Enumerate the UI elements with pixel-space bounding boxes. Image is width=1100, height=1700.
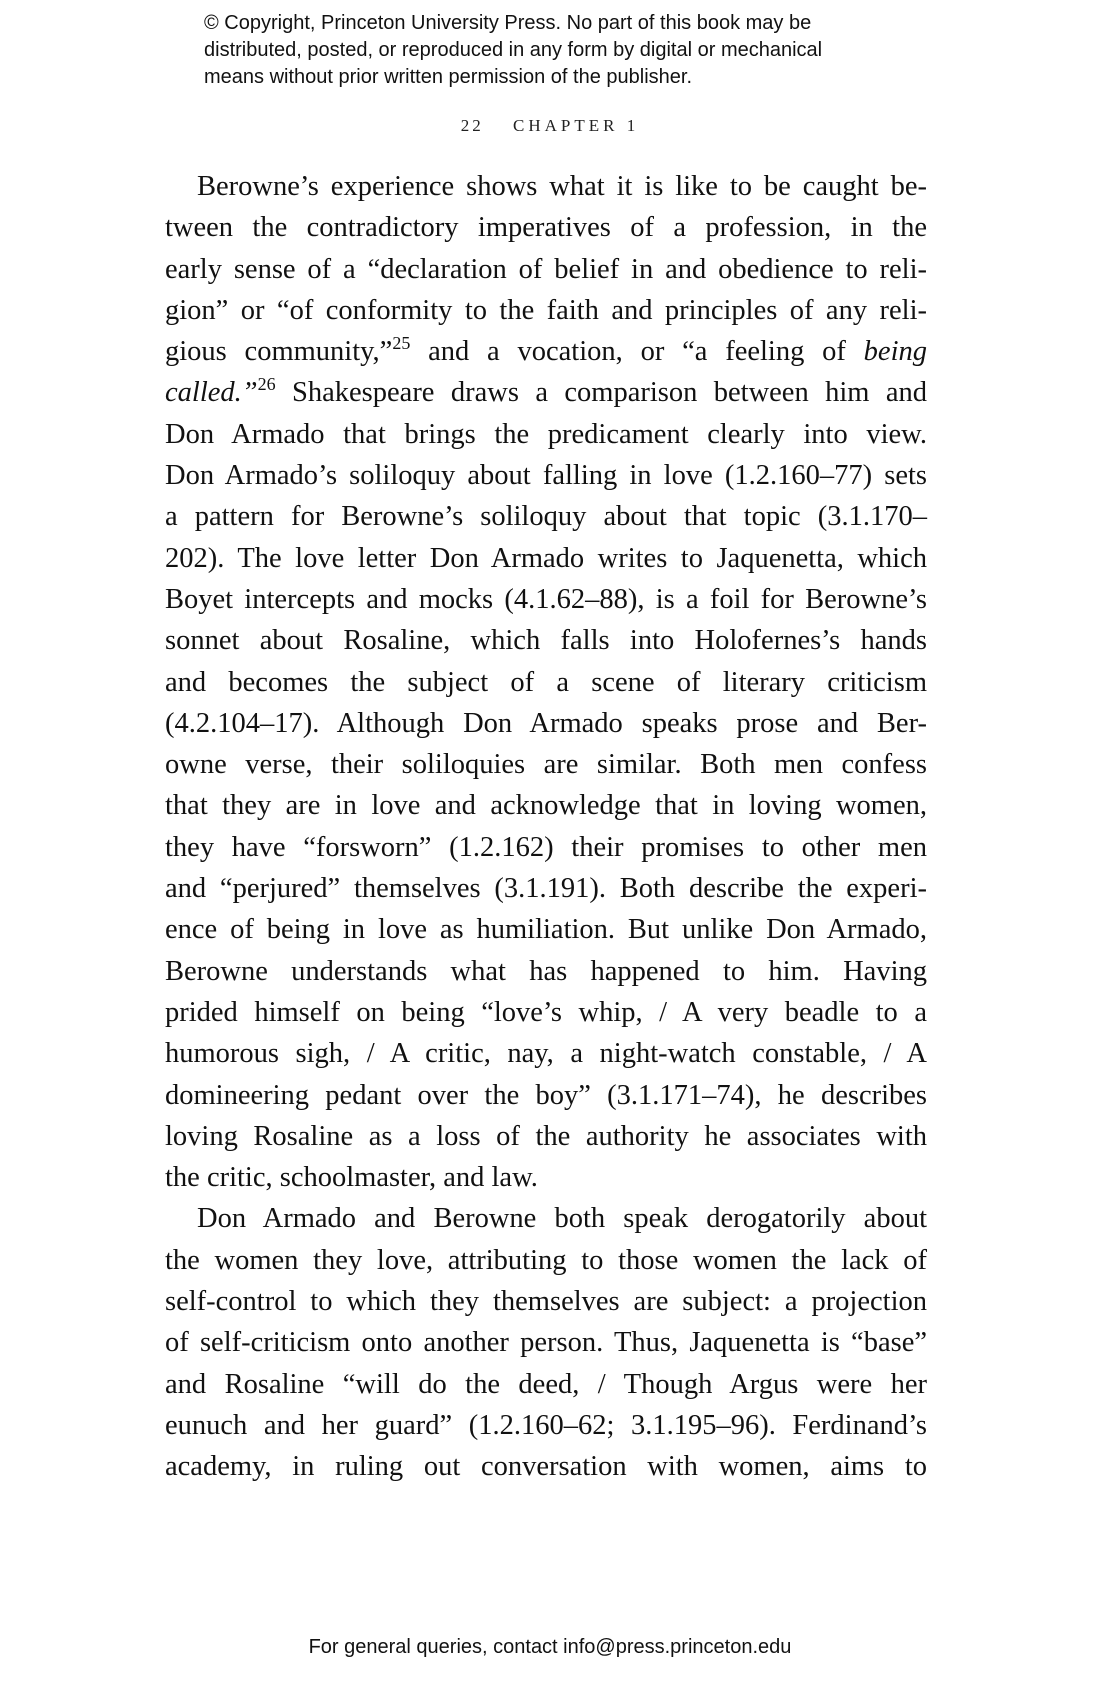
text-line [165, 331, 927, 372]
text-line: humorous sigh, / A critic, nay, a night-watch constable, / A [165, 1038, 927, 1070]
text-line: Don Armado’s soliloquy about falling in love (1.2.160–77) sets [165, 460, 927, 492]
running-head [0, 116, 1100, 136]
paragraph-2 [165, 1198, 927, 1487]
text-fragment: Shakespeare draws a comparison between him and [275, 377, 927, 409]
footnote-ref-25: 25 [392, 333, 411, 354]
text-line: Berowne’s experience shows what it is like to be caught be- [197, 171, 927, 202]
text-line: and Rosaline “will do the deed, / Though Argus were her [165, 1368, 927, 1400]
text-line: owne verse, their soliloquies are similar. Both men confess [165, 749, 927, 781]
text-line: they have “forsworn” (1.2.162) their promises to other men [165, 831, 927, 863]
text-line: Boyet intercepts and mocks (4.1.62–88), is a foil for Berowne’s [165, 583, 927, 615]
text-line: Berowne understands what has happened to him. Having [165, 955, 927, 987]
chapter-title: CHAPTER 1 [513, 116, 640, 135]
text-line: loving Rosaline as a loss of the authority he associates with [165, 1120, 927, 1152]
text-line: and “perjured” themselves (3.1.191). Both describe the experi- [165, 873, 927, 905]
text-line: 202). The love letter Don Armado writes to Jaquenetta, which [165, 542, 927, 574]
page-number: 22 [460, 116, 484, 135]
text-fragment: gious community,” [165, 336, 393, 368]
paragraph-1 [165, 166, 927, 1198]
text-line: the women they love, attributing to those women the lack of [165, 1244, 927, 1276]
body-text [165, 166, 927, 1488]
footer-contact: For general queries, contact info@press.princeton.edu [308, 1636, 792, 1658]
copyright-notice [204, 10, 924, 91]
text-line: a pattern for Berowne’s soliloquy about that topic (3.1.170– [165, 501, 927, 533]
italic-text: being [863, 336, 927, 368]
text-line: Don Armado and Berowne both speak derogatorily about [197, 1203, 927, 1235]
text-line: Don Armado that brings the predicament clearly into view. [165, 418, 927, 450]
footnote-ref-26: 26 [257, 374, 276, 395]
text-line: (4.2.104–17). Although Don Armado speaks prose and Ber- [165, 707, 927, 739]
text-line: self-control to which they themselves are subject: a projection [165, 1286, 927, 1318]
text-fragment: and a vocation, or “a feeling of [410, 336, 864, 368]
text-line: that they are in love and acknowledge that in loving women, [165, 790, 927, 822]
text-line: academy, in ruling out conversation with women, aims to [165, 1451, 927, 1483]
text-line: domineering pedant over the boy” (3.1.171–74), he describes [165, 1079, 927, 1111]
italic-text: called.” [165, 377, 258, 409]
text-line: the critic, schoolmaster, and law. [165, 1162, 538, 1194]
text-line: prided himself on being “love’s whip, / A very beadle to a [165, 996, 927, 1028]
text-line [165, 372, 927, 413]
text-line: sonnet about Rosaline, which falls into Holofernes’s hands [165, 625, 927, 657]
text-line: tween the contradictory imperatives of a profession, in the [165, 212, 927, 244]
copyright-line: © Copyright, Princeton University Press. No part of this book may be [204, 12, 812, 34]
text-line: eunuch and her guard” (1.2.160–62; 3.1.195–96). Ferdinand’s [165, 1409, 927, 1441]
text-line: early sense of a “declaration of belief in and obedience to reli- [165, 253, 927, 285]
text-line: of self-criticism onto another person. Thus, Jaquenetta is “base” [165, 1327, 927, 1359]
copyright-line: distributed, posted, or reproduced in any form by digital or mechanical [204, 39, 823, 61]
text-line: and becomes the subject of a scene of literary criticism [165, 666, 927, 698]
text-line: gion” or “of conformity to the faith and principles of any reli- [165, 294, 927, 326]
copyright-line: means without prior written permission of the publisher. [204, 66, 693, 88]
text-line: ence of being in love as humiliation. But unlike Don Armado, [165, 914, 927, 946]
